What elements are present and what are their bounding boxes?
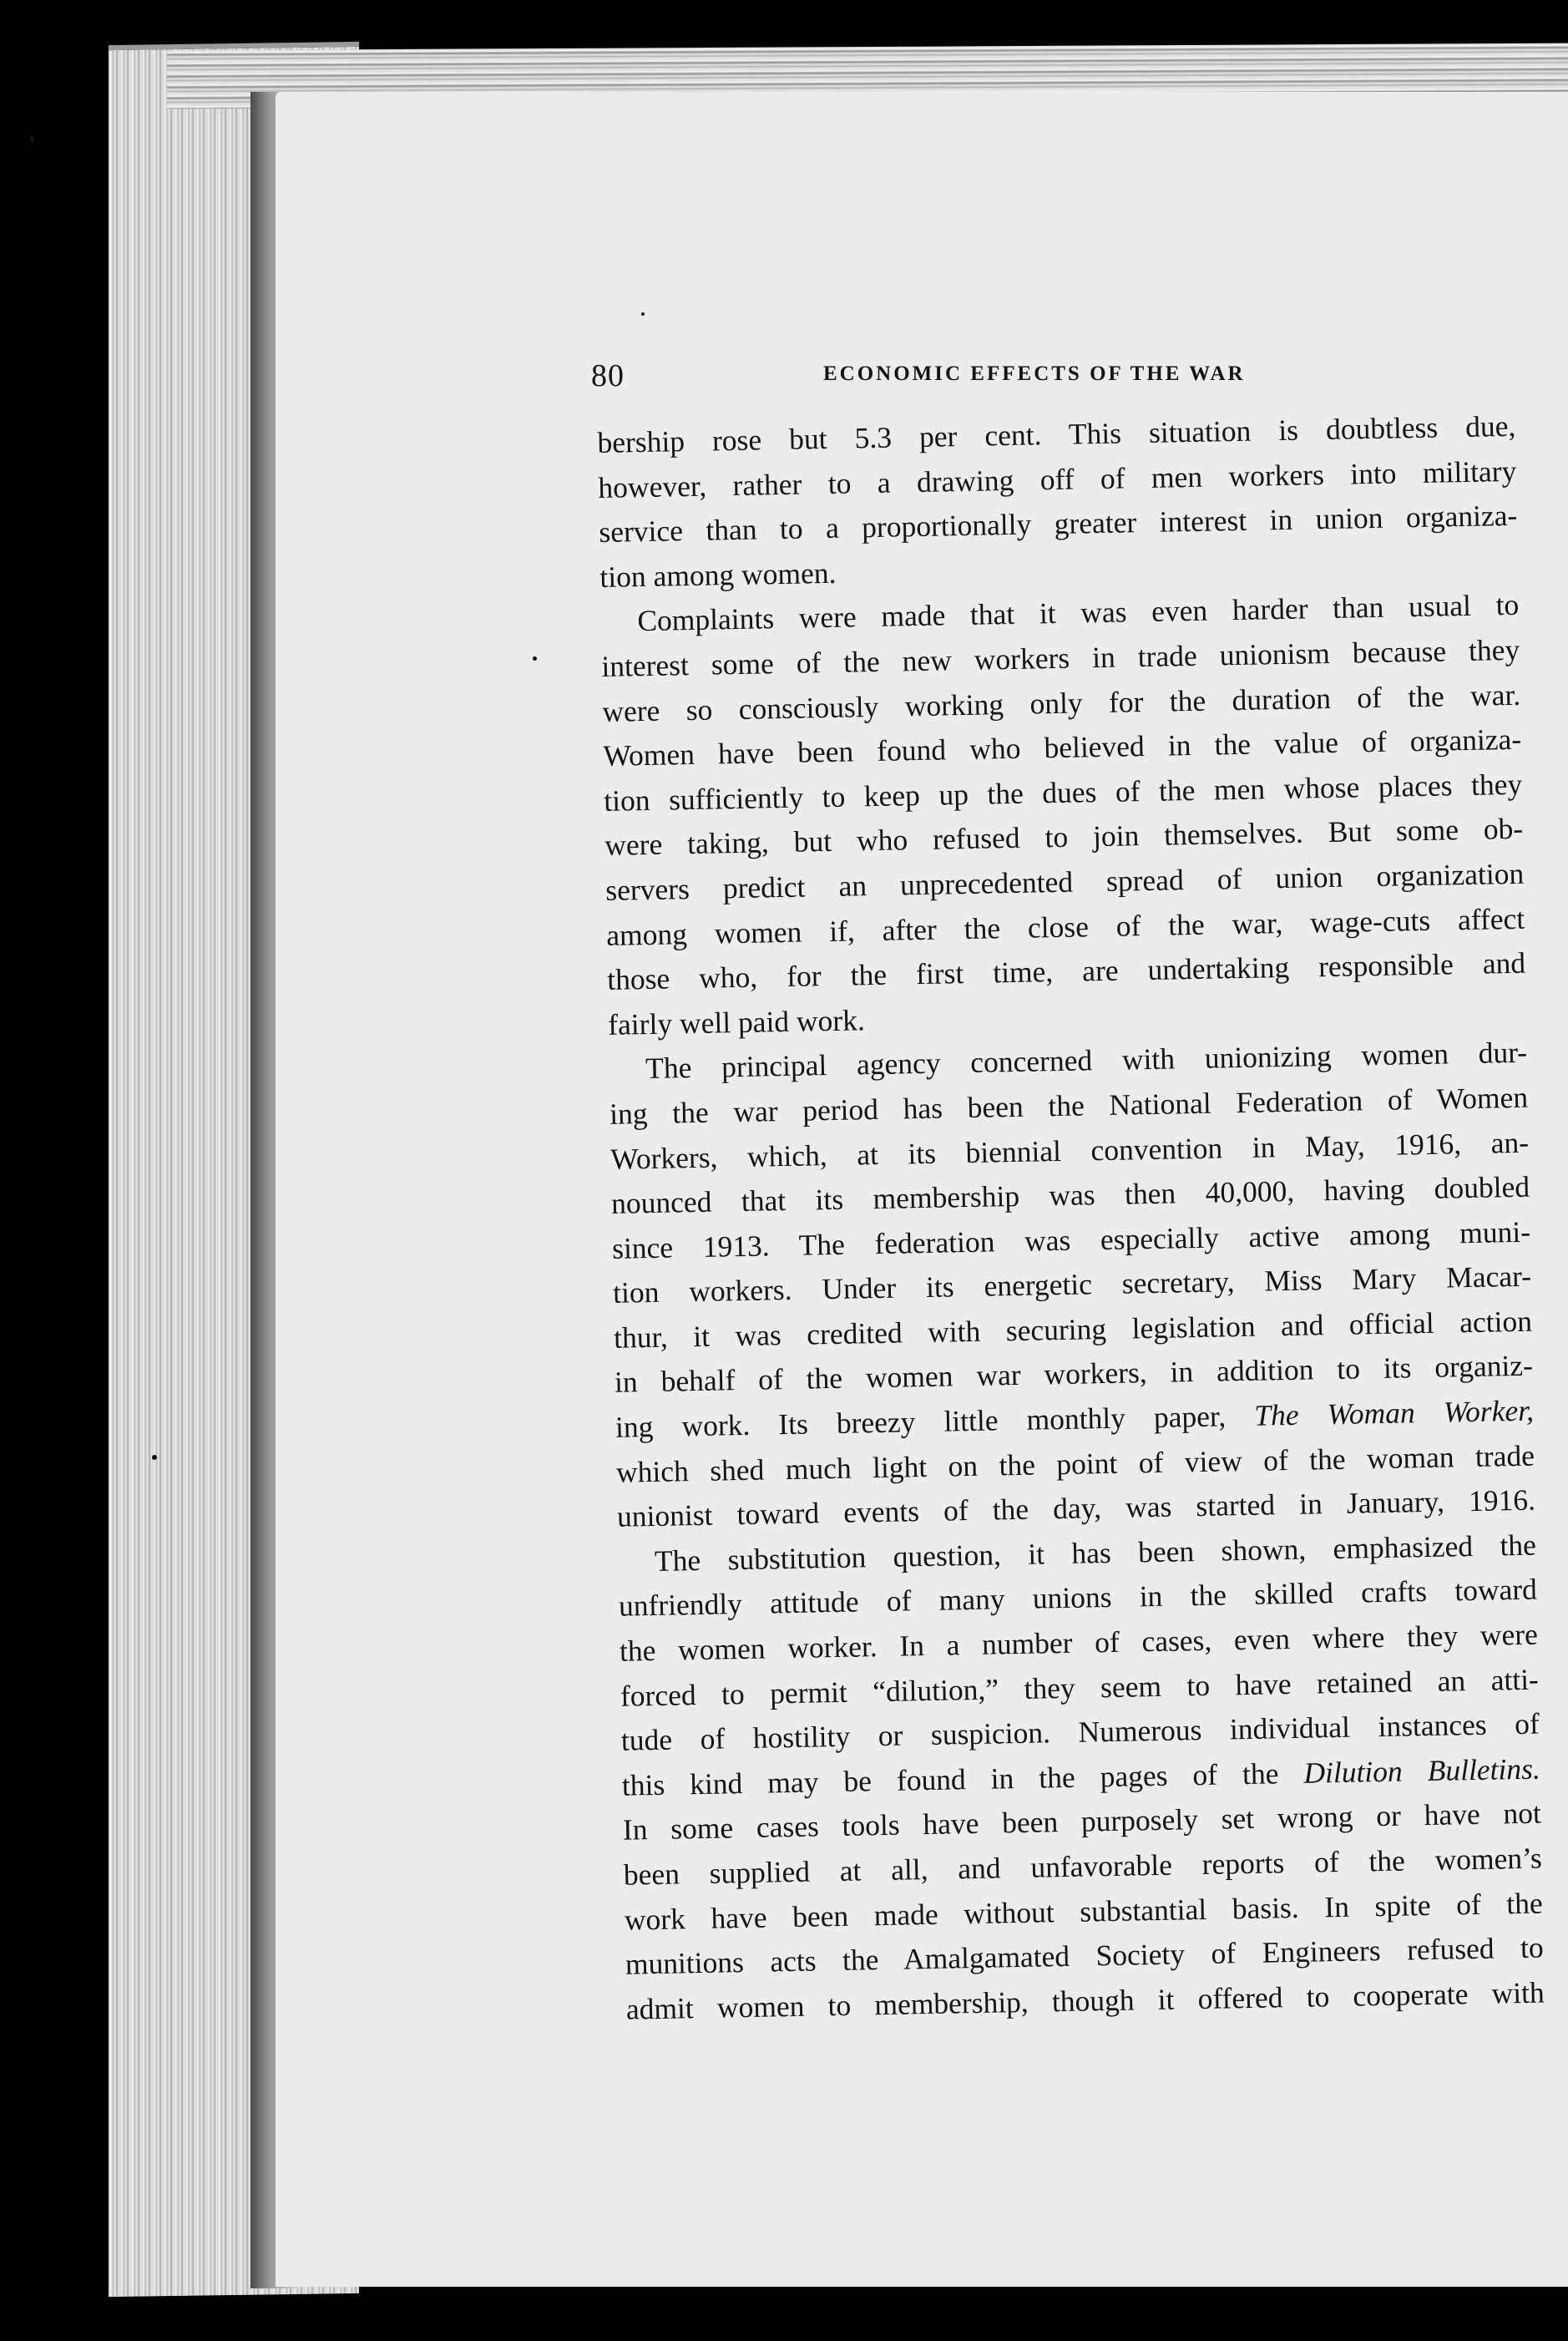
text-line: service than to a proportionally greater interest in union organiza-	[599, 499, 1518, 550]
text-line: admit women to membership, though it offered to cooperate with	[625, 1975, 1545, 2026]
text-line: since 1913. The federation was especially active among muni-	[611, 1214, 1531, 1265]
text-line: however, rather to a drawing off of men workers into military	[598, 454, 1517, 504]
italic-title: The Woman Worker,	[1253, 1393, 1535, 1432]
text-line: servers predict an unprecedented spread of union organization	[604, 856, 1525, 907]
text-line: bership rose but 5.3 per cent. This situation is doubtless due,	[597, 408, 1516, 459]
paragraph-start-line: The principal agency concerned with unionizing women dur-	[645, 1036, 1528, 1086]
text-line: munitions acts the Amalgamated Society of Engineers refused to	[625, 1930, 1545, 1981]
body-text	[597, 404, 1545, 2032]
text-line: in behalf of the women war workers, in addition to its organiz-	[614, 1349, 1534, 1400]
text-line: tion sufficiently to keep up the dues of the men whose places they	[603, 767, 1523, 818]
running-title: ECONOMIC EFFECTS OF THE WAR	[823, 362, 1246, 385]
speck	[641, 312, 645, 316]
text-line: nounced that its membership was then 40,000, having doubled	[610, 1169, 1530, 1220]
text-line: those who, for the first time, are undertaking responsible and	[606, 945, 1526, 997]
text-line: thur, it was credited with securing legislation and official action	[613, 1304, 1533, 1355]
text-line: Workers, which, at its biennial convention in May, 1916, an-	[609, 1125, 1530, 1176]
text-line: the women worker. In a number of cases, even where they were	[619, 1617, 1539, 1668]
text-line: unfriendly attitude of many unions in the skilled crafts toward	[618, 1573, 1538, 1624]
speck	[533, 656, 537, 661]
text-line: tude of hostility or suspicion. Numerous individual instances of	[620, 1706, 1540, 1757]
text-line: ing work. Its breezy little monthly paper, The Woman Worker,	[615, 1393, 1535, 1444]
speck	[152, 1455, 157, 1460]
page-header	[591, 357, 1510, 408]
text-line: Women have been found who believed in the value of organiza-	[602, 722, 1522, 773]
text-line: among women if, after the close of the war, wage-cuts affect	[605, 901, 1525, 952]
text-line: tion workers. Under its energetic secretary, Miss Mary Macar-	[612, 1259, 1532, 1310]
text-line: interest some of the new workers in trade unionism because they	[601, 632, 1520, 683]
text-line: were taking, but who refused to join themselves. But some ob-	[604, 812, 1524, 863]
speck	[30, 135, 34, 143]
text-line: fairly well paid work.	[607, 1002, 866, 1041]
text-line: been supplied at all, and unfavorable reports of the women’s	[623, 1841, 1543, 1892]
italic-title: Dilution Bulletins.	[1302, 1751, 1541, 1790]
paragraph-start-line: Complaints were made that it was even harder than usual to	[637, 588, 1520, 638]
text-line: unionist toward events of the day, was started in January, 1916.	[616, 1482, 1536, 1534]
page-number: 80	[591, 358, 625, 393]
text-line: work have been made without substantial basis. In spite of the	[624, 1886, 1544, 1937]
text-line: tion among women.	[599, 555, 837, 594]
text-line: forced to permit “dilution,” they seem to have retained an atti-	[620, 1662, 1540, 1713]
paragraph-start-line: The substitution question, it has been shown, emphasized the	[654, 1528, 1537, 1578]
text-line: which shed much light on the point of view of the woman trade	[615, 1438, 1535, 1489]
text-line: In some cases tools have been purposely set wrong or have not	[622, 1796, 1542, 1847]
text-line: this kind may be found in the pages of the Dilution Bulletins.	[621, 1751, 1541, 1802]
text-line: were so consciously working only for the duration of the war.	[602, 677, 1521, 728]
text-line: ing the war period has been the National Federation of Women	[609, 1080, 1529, 1131]
